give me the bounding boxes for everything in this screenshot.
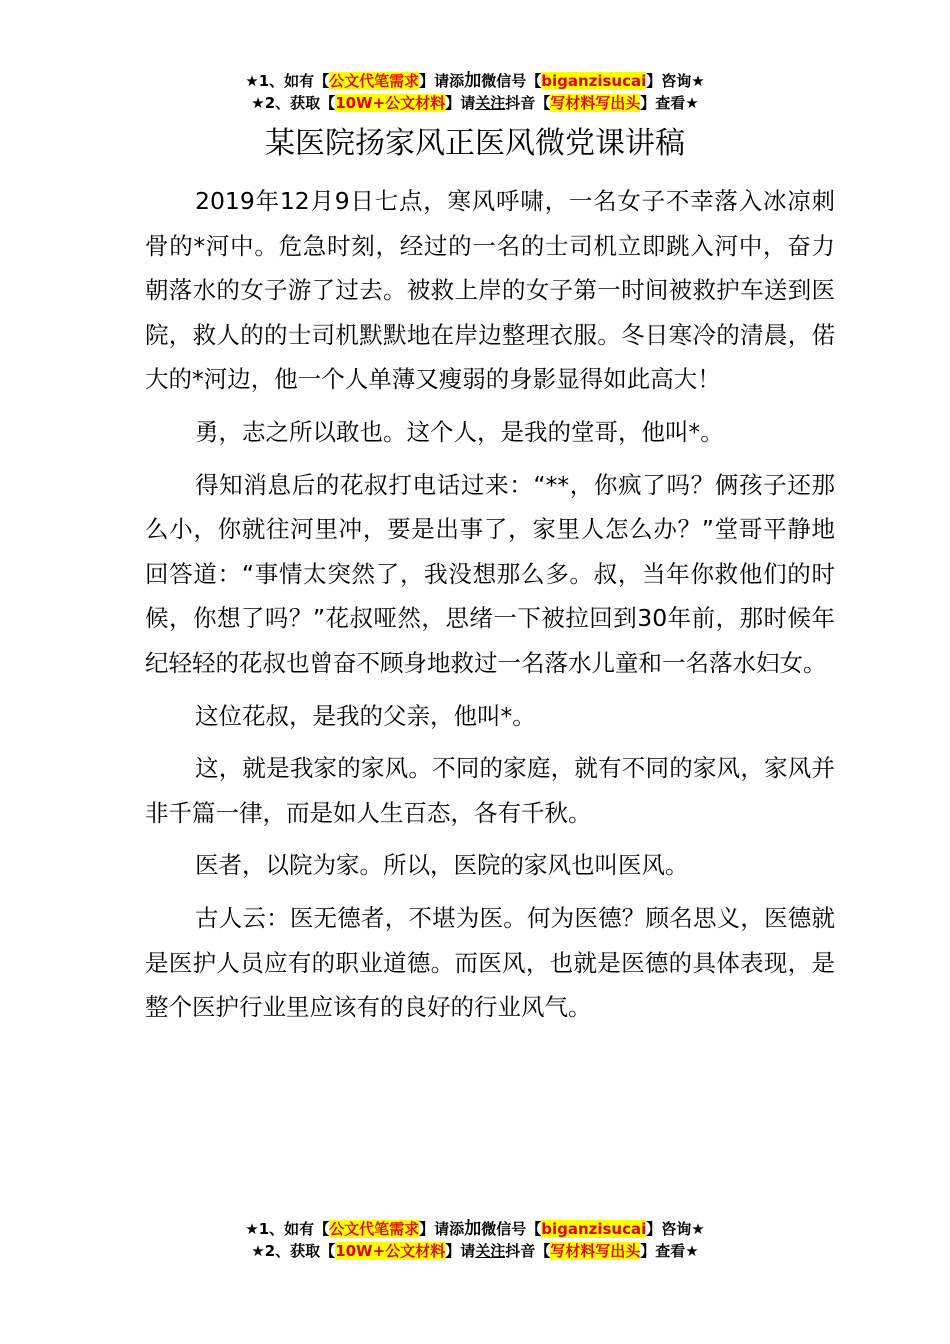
banner-line-1 <box>0 1218 950 1240</box>
banner-text: ★2、获取【 <box>251 94 336 112</box>
banner-text: 抖音【 <box>505 1242 551 1260</box>
banner-text-underlined: 关注 <box>475 1242 506 1260</box>
banner-text: 抖音【 <box>505 94 551 112</box>
paragraph: 得知消息后的花叔打电话过来：“**，你疯了吗？俩孩子还那么小，你就往河里冲，要是出事了，家里人怎么办？”堂哥平静地回答道：“事情太突然了，我没想那么多。叔，当年你救他们的时候，你想了吗？”花叔哑然，思绪一下被拉回到30年前，那时候年纪轻轻的花叔也曾奋不顾身地救过一名落水儿童和一名落水妇女。 <box>145 470 835 677</box>
highlight-service: 公文代笔需求 <box>329 72 420 90</box>
banner-text: 】查看★ <box>640 94 699 112</box>
paragraph: 2019年12月9日七点，寒风呼啸，一名女子不幸落入冰凉刺骨的*河中。危急时刻，经过的一名的士司机立即跳入河中，奋力朝落水的女子游了过去。被救上岸的女子第一时间被救护车送到医院，救人的的士司机默默地在岸边整理衣服。冬日寒冷的清晨，偌大的*河边，他一个人单薄又瘦弱的身影显得如此高大！ <box>145 187 835 394</box>
highlight-wechat-id: biganzisucai <box>541 72 647 90</box>
banner-text: 微信号【 <box>481 72 542 90</box>
highlight-wechat-id: biganzisucai <box>541 1220 647 1238</box>
highlight-materials: 10W+公文材料 <box>335 94 446 112</box>
banner-text: ★1、如有【 <box>245 72 330 90</box>
highlight-douyin-account: 写材料写出头 <box>550 94 641 112</box>
banner-text-large: 加 <box>464 71 482 91</box>
banner-line-2 <box>0 1240 950 1262</box>
banner-text: 】请 <box>445 1242 476 1260</box>
banner-text: 】请 <box>445 94 476 112</box>
footer-banner <box>0 1218 950 1262</box>
paragraph: 这，就是我家的家风。不同的家庭，就有不同的家风，家风并非千篇一律，而是如人生百态，各有千秋。 <box>145 754 835 827</box>
banner-line-1 <box>0 70 950 92</box>
document-body <box>145 179 835 1038</box>
banner-text: 】请添 <box>419 72 465 90</box>
highlight-service: 公文代笔需求 <box>329 1220 420 1238</box>
banner-text: 】查看★ <box>640 1242 699 1260</box>
paragraph: 勇，志之所以敢也。这个人，是我的堂哥，他叫*。 <box>195 417 724 446</box>
paragraph: 医者，以院为家。所以，医院的家风也叫医风。 <box>195 851 689 880</box>
banner-line-2 <box>0 92 950 114</box>
highlight-douyin-account: 写材料写出头 <box>550 1242 641 1260</box>
header-banner <box>0 70 950 114</box>
highlight-materials: 10W+公文材料 <box>335 1242 446 1260</box>
banner-text: 】请添 <box>419 1220 465 1238</box>
banner-text-large: 加 <box>464 1219 482 1239</box>
paragraph: 古人云：医无德者，不堪为医。何为医德？顾名思义，医德就是医护人员应有的职业道德。而医风，也就是医德的具体表现，是整个医护行业里应该有的良好的行业风气。 <box>145 903 835 1022</box>
banner-text: 】咨询★ <box>646 1220 705 1238</box>
document-title: 某医院扬家风正医风微党课讲稿 <box>265 126 685 161</box>
banner-text-underlined: 关注 <box>475 94 506 112</box>
banner-text: 微信号【 <box>481 1220 542 1238</box>
banner-text: ★1、如有【 <box>245 1220 330 1238</box>
banner-text: 】咨询★ <box>646 72 705 90</box>
banner-text: ★2、获取【 <box>251 1242 336 1260</box>
paragraph: 这位花叔，是我的父亲，他叫*。 <box>195 701 536 730</box>
